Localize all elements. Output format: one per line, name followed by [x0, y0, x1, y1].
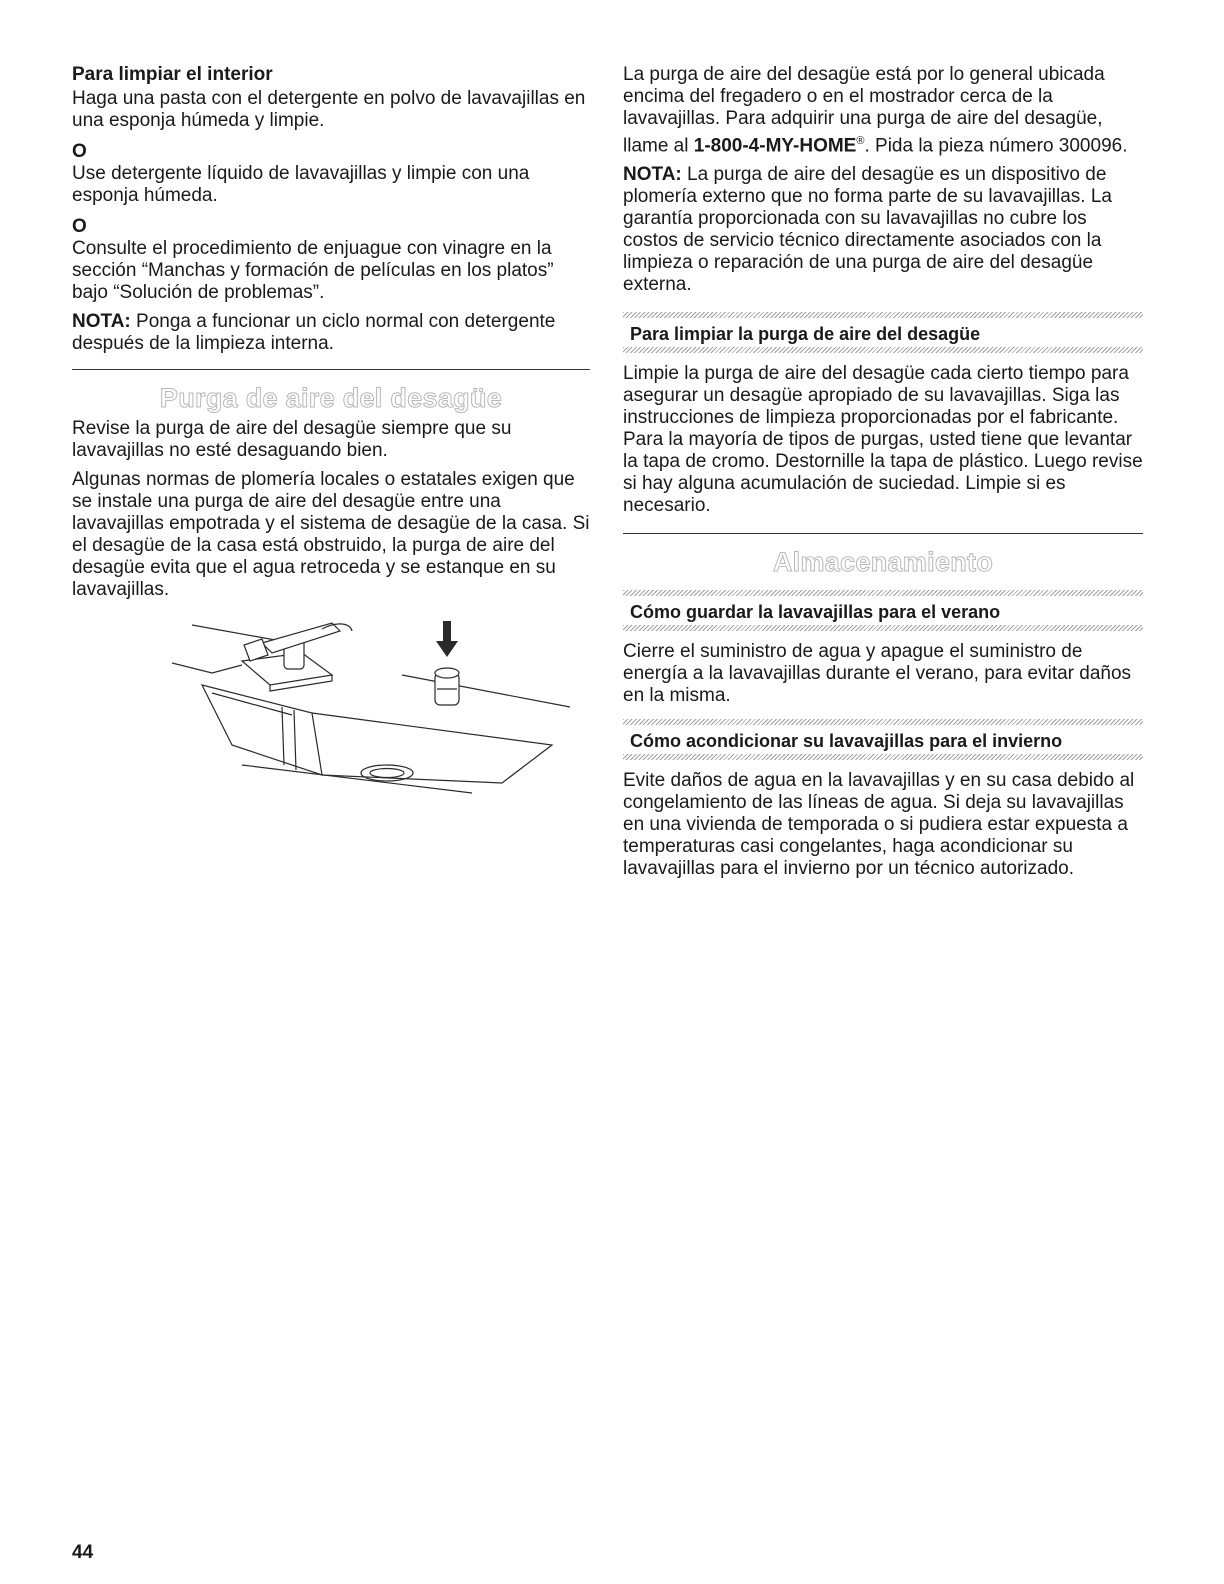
- note-text-2: La purga de aire del desagüe es un dispositivo de plomería externo que no forma parte de su lavavajillas. La garantía proporcionada con su lavavajillas no cubre los costos de servicio técnico directamente asociados con la limpieza o reparación de una purga de aire del desagüe externa.: [623, 164, 1112, 296]
- winterize-paragraph: Evite daños de agua en la lavavajillas y en su casa debido al congelamiento de las líneas de agua. Si deja su lavavajillas en una vivienda de temporada o si pudiera estar expuesta a temperaturas casi congelantes, haga acondicionar su lavavajillas para el invierno por un técnico autorizado.: [623, 770, 1135, 880]
- air-gap-text-b: . Pida la pieza número 300096.: [864, 135, 1128, 157]
- note-label: NOTA:: [72, 311, 131, 332]
- warranty-note: [623, 164, 1143, 296]
- interior-paragraph-3: Consulte el procedimiento de enjuague con vinagre en la sección “Manchas y formación de películas en los platos” bajo “Solución de problemas”.: [72, 238, 554, 303]
- section-divider: [623, 533, 1143, 534]
- hatch-divider: [623, 625, 1143, 631]
- note-label-2: NOTA:: [623, 164, 682, 186]
- interior-heading: Para limpiar el interior: [72, 64, 273, 85]
- interior-paragraph-2: Use detergente líquido de lavavajillas y limpie con una esponja húmeda.: [72, 163, 530, 206]
- registered-mark: ®: [856, 135, 865, 147]
- sink-air-gap-illustration: [172, 615, 572, 795]
- right-column: [623, 64, 1143, 880]
- note-text: Ponga a funcionar un ciclo normal con detergente después de la limpieza interna.: [72, 311, 556, 354]
- subheading-winterize: Cómo acondicionar su lavavajillas para el invierno: [630, 731, 1063, 752]
- section-divider: [72, 369, 590, 370]
- hatch-divider: [623, 347, 1143, 353]
- section-title-purga: Purga de aire del desagüe: [159, 383, 503, 413]
- or-separator-2: O: [72, 216, 87, 237]
- summer-storage-paragraph: Cierre el suministro de agua y apague el suministro de energía a la lavavajillas durante el verano, para evitar daños en la misma.: [623, 641, 1132, 707]
- or-separator-1: O: [72, 141, 87, 162]
- subheading-summer-storage: Cómo guardar la lavavajillas para el verano: [630, 602, 1001, 623]
- left-column: [72, 64, 590, 795]
- page-number: 44: [72, 1542, 94, 1563]
- section-title-storage: Almacenamiento: [772, 547, 994, 578]
- hatch-divider: [623, 754, 1143, 760]
- air-gap-location-paragraph: [623, 64, 1143, 157]
- clean-air-gap-paragraph: Limpie la purga de aire del desagüe cada cierto tiempo para asegurar un desagüe apropiado de su lavavajillas. Siga las instrucciones de limpieza proporcionadas por el fabricante. Para la mayoría de tipos de purgas, usted tiene que levantar la tapa de cromo. Destornille la tapa de plástico. Luego revise si hay alguna acumulación de suciedad. Limpie si es necesario.: [623, 363, 1143, 517]
- phone-number: 1-800-4-MY-HOME: [693, 135, 857, 157]
- subheading-clean-air-gap: Para limpiar la purga de aire del desagüe: [630, 324, 981, 345]
- interior-note: [72, 311, 590, 355]
- purga-paragraph-2: Algunas normas de plomería locales o estatales exigen que se instale una purga de aire del desagüe entre una lavavajillas empotrada y el sistema de desagüe de la casa. Si el desagüe de la casa está obstruido, la purga de aire del desagüe evita que el agua retroceda y se estanque en su lavavajillas.: [72, 469, 590, 600]
- interior-paragraph-1: Haga una pasta con el detergente en polvo de lavavajillas en una esponja húmeda y limpie.: [72, 88, 586, 131]
- purga-paragraph-1: Revise la purga de aire del desagüe siempre que su lavavajillas no esté desaguando bien.: [72, 418, 512, 461]
- air-gap-text-a: La purga de aire del desagüe está por lo general ubicada encima del fregadero o en el mostrador cerca de la lavavajillas. Para adquirir una purga de aire del desagüe, llame al: [623, 64, 1105, 157]
